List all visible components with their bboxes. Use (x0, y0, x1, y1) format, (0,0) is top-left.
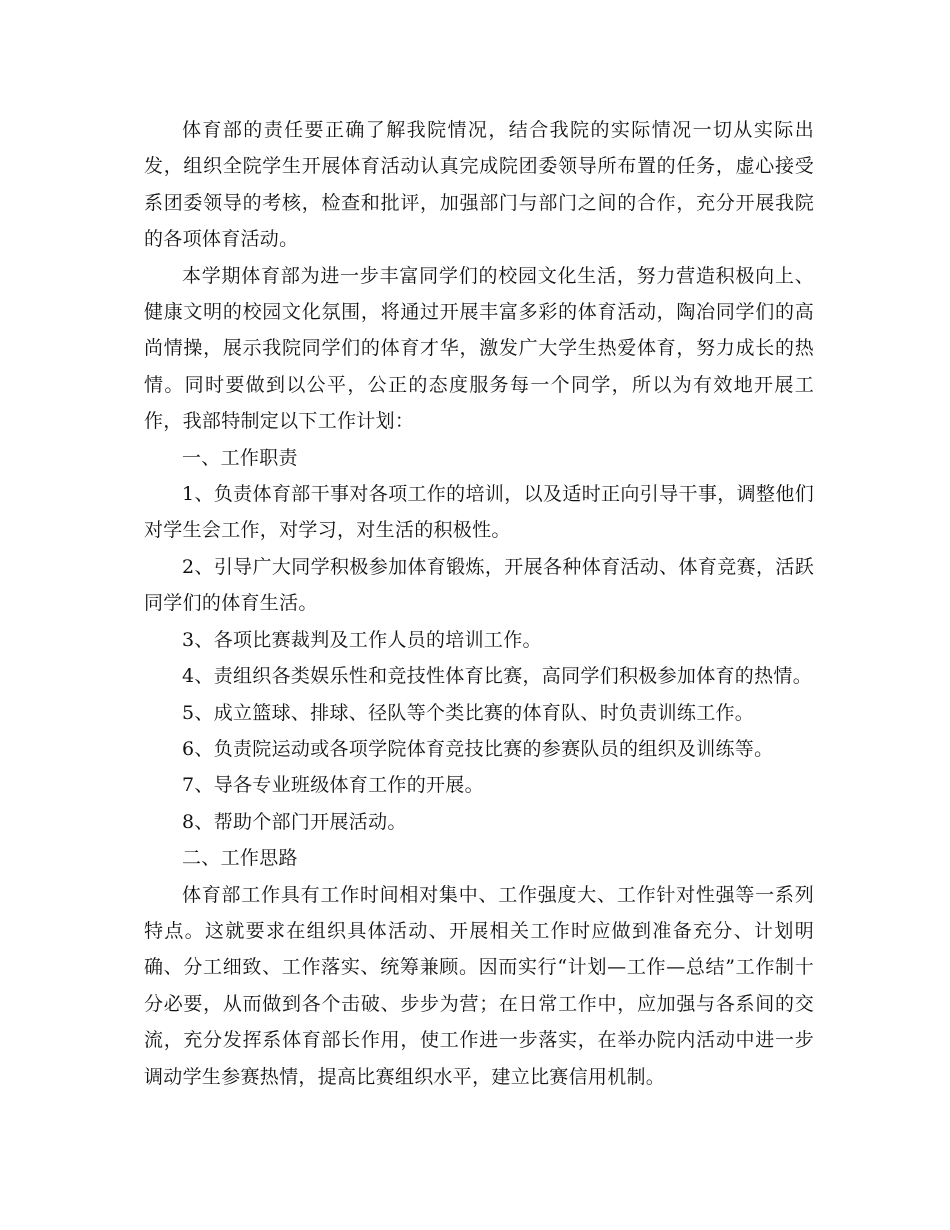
list-item: 4、责组织各类娱乐性和竞技性体育比赛，高同学们积极参加体育的热情。 (182, 665, 812, 688)
list-item: 5、成立篮球、排球、径队等个类比赛的体育队、时负责训练工作。 (182, 701, 755, 724)
intro-paragraph-2: 本学期体育部为进一步丰富同学们的校园文化生活，努力营造积极向上、健康文明的校园文化氛围，将通过开展丰富多彩的体育活动，陶冶同学们的高尚情操，展示我院同学们的体育才华，激发广大学生热爱体育，努力成长的热情。同时要做到以公平，公正的态度服务每一个同学，所以为有效地开展工作，我部特制定以下工作计划： (144, 264, 814, 433)
approach-paragraph: 体育部工作具有工作时间相对集中、工作强度大、工作针对性强等一系列特点。这就要求在组织具体活动、开展相关工作时应做到准备充分、计划明确、分工细致、工作落实、统筹兼顾。因而实行“计划—工作—总结”工作制十分必要，从而做到各个击破、步步为营；在日常工作中，应加强与各系间的交流，充分发挥系体育部长作用，使工作进一步落实，在举办院内活动中进一步调动学生参赛热情，提高比赛组织水平，建立比赛信用机制。 (144, 883, 814, 1088)
document-body (144, 112, 814, 1095)
intro-paragraph-1: 体育部的责任要正确了解我院情况，结合我院的实际情况一切从实际出发，组织全院学生开展体育活动认真完成院团委领导所布置的任务，虚心接受系团委领导的考核，检查和批评，加强部门与部门之间的合作，充分开展我院的各项体育活动。 (144, 119, 814, 251)
section-heading-approach: 二、工作思路 (182, 847, 298, 870)
list-item: 8、帮助个部门开展活动。 (182, 810, 407, 833)
list-item: 6、负责院运动或各项学院体育竞技比赛的参赛队员的组织及训练等。 (182, 737, 774, 760)
list-item: 3、各项比赛裁判及工作人员的培训工作。 (182, 628, 542, 651)
list-item: 7、导各专业班级体育工作的开展。 (182, 774, 484, 797)
list-item: 2、引导广大同学积极参加体育锻炼，开展各种体育活动、体育竞赛，活跃同学们的体育生活。 (144, 555, 814, 615)
section-heading-responsibilities: 一、工作职责 (182, 446, 298, 469)
list-item: 1、负责体育部干事对各项工作的培训，以及适时正向引导干事，调整他们对学生会工作，对学习，对生活的积极性。 (144, 483, 814, 542)
